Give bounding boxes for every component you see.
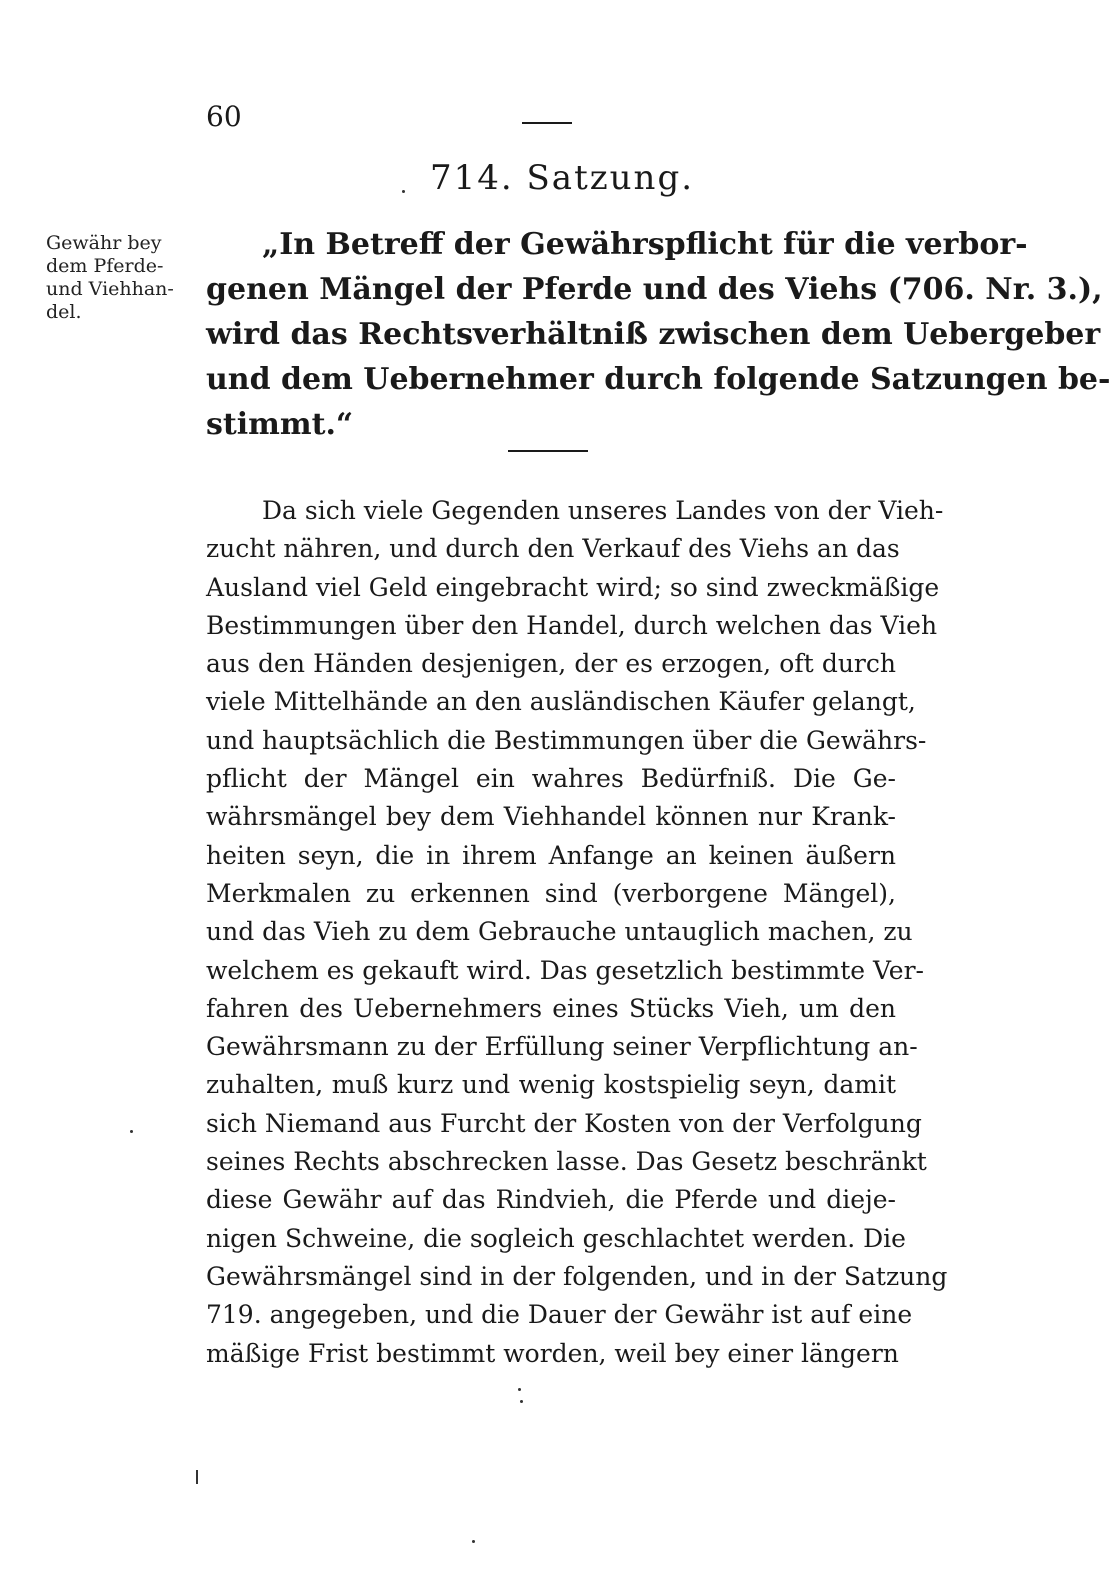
scan-speck [518, 1388, 521, 1391]
scan-speck [520, 1400, 523, 1403]
body-line: fahren des Uebernehmers eines Stücks Vieh, um den [206, 993, 896, 1023]
body-line: seines Rechts abschrecken lasse. Das Gesetz beschränkt [206, 1147, 927, 1177]
scan-speck [130, 1130, 133, 1133]
body-line: nigen Schweine, die sogleich geschlachtet werden. Die [206, 1223, 906, 1253]
quote-line: und dem Uebernehmer durch folgende Satzungen be- [206, 362, 1110, 397]
section-title: 714. Satzung. [430, 158, 695, 198]
body-line: pflicht der Mängel ein wahres Bedürfniß. Die Ge- [206, 764, 896, 794]
body-line: mäßige Frist bestimmt worden, weil bey einer längern [206, 1338, 899, 1368]
body-line: und das Vieh zu dem Gebrauche untauglich machen, zu [206, 917, 913, 947]
statute-quote [206, 222, 1110, 447]
body-line: welchem es gekauft wird. Das gesetzlich bestimmte Ver- [206, 955, 924, 985]
body-line: Bestimmungen über den Handel, durch welchen das Vieh [206, 610, 938, 640]
body-line: heiten seyn, die in ihrem Anfange an keinen äußern [206, 840, 896, 870]
quote-line: stimmt.“ [206, 407, 354, 442]
margin-note [46, 232, 206, 324]
page-number: 60 [206, 100, 242, 133]
body-line: diese Gewähr auf das Rindvieh, die Pferde und dieje- [206, 1185, 896, 1215]
scan-speck [402, 190, 405, 193]
body-line: Gewährsmann zu der Erfüllung seiner Verpflichtung an- [206, 1032, 918, 1062]
margin-note-line: del. [46, 301, 82, 323]
body-line: Gewährsmängel sind in der folgenden, und in der Satzung [206, 1261, 948, 1291]
body-line: aus den Händen desjenigen, der es erzogen, oft durch [206, 649, 896, 679]
body-line: 719. angegeben, und die Dauer der Gewähr ist auf eine [206, 1300, 913, 1330]
margin-note-line: Gewähr bey [46, 232, 162, 254]
quote-line: „In Betreff der Gewährspflicht für die verbor- [262, 227, 1028, 262]
quote-line: wird das Rechtsverhältniß zwischen dem Uebergeber [206, 317, 1101, 352]
margin-note-line: dem Pferde- [46, 255, 164, 277]
body-line: und hauptsächlich die Bestimmungen über die Gewährs- [206, 725, 927, 755]
scan-speck [472, 1540, 475, 1543]
body-line: viele Mittelhände an den ausländischen Käufer gelangt, [206, 687, 916, 717]
margin-note-line: und Viehhan- [46, 278, 174, 300]
body-line: zuhalten, muß kurz und wenig kostspielig seyn, damit [206, 1070, 896, 1100]
body-line: Da sich viele Gegenden unseres Landes von der Vieh- [262, 496, 944, 525]
scan-speck [196, 1470, 198, 1484]
body-line: sich Niemand aus Furcht der Kosten von der Verfolgung [206, 1108, 922, 1138]
section-divider [508, 450, 588, 452]
quote-line: genen Mängel der Pferde und des Viehs (706. Nr. 3.), [206, 272, 1103, 307]
body-line: Ausland viel Geld eingebracht wird; so sind zweckmäßige [206, 572, 940, 602]
body-line: Merkmalen zu erkennen sind (verborgene Mängel), [206, 878, 896, 908]
body-line: zucht nähren, und durch den Verkauf des Viehs an das [206, 534, 900, 564]
header-rule [522, 122, 572, 124]
body-line: währsmängel bey dem Viehhandel können nur Krank- [206, 802, 896, 832]
commentary-text [206, 492, 948, 1373]
